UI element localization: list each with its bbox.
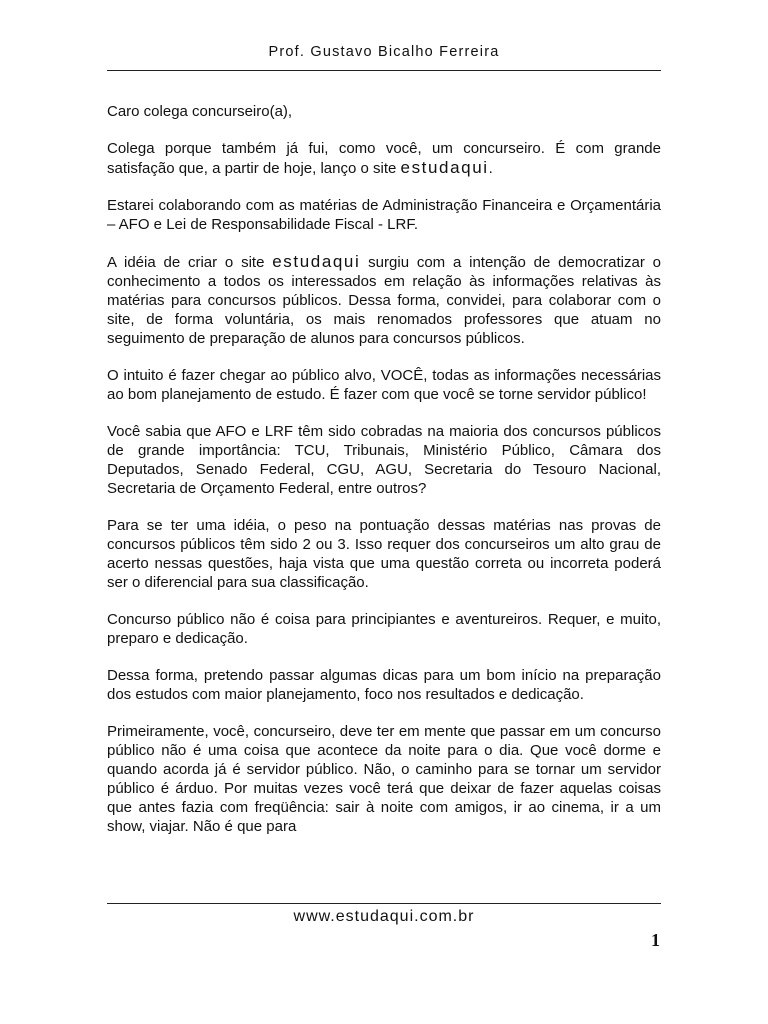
- paragraph-intro-text: Colega porque também já fui, como você, um concurseiro. É com grande satisfação que, a partir de hoje, lanço o site: [107, 140, 661, 177]
- paragraph-afo-lrf: Você sabia que AFO e LRF têm sido cobradas na maioria dos concursos públicos de grande importância: TCU, Tribunais, Ministério Público, Câmara dos Deputados, Senado Federal, CGU, AGU, Secretaria do Tesouro Nacional, Secretaria de Orçamento Federal, entre outros?: [107, 423, 661, 497]
- page-number: 1: [651, 930, 660, 950]
- paragraph-site-idea-start: A idéia de criar o site: [107, 254, 273, 271]
- paragraph-weight: Para se ter uma idéia, o peso na pontuação dessas matérias nas provas de concursos públicos têm sido 2 ou 3. Isso requer dos concurseiros um alto grau de acerto nessas questões, haja vista que uma questão correta ou incorreta poderá ser o diferencial para sua classificação.: [107, 517, 661, 591]
- paragraph-site-idea: [107, 252, 661, 348]
- paragraph-intro-end: .: [488, 160, 493, 177]
- footer-divider: [107, 903, 661, 904]
- paragraph-goal: O intuito é fazer chegar ao público alvo, VOCÊ, todas as informações necessárias ao bom planejamento de estudo. É fazer com que você se torne servidor público!: [107, 367, 661, 403]
- document-body: [107, 102, 661, 836]
- site-name: estudaqui: [272, 252, 361, 271]
- site-name: estudaqui: [400, 158, 489, 177]
- paragraph-tips: Dessa forma, pretendo passar algumas dicas para um bom início na preparação dos estudos com maior planejamento, foco nos resultados e dedicação.: [107, 667, 661, 703]
- footer-website-link[interactable]: www.estudaqui.com.br: [293, 908, 475, 925]
- greeting-paragraph: Caro colega concurseiro(a),: [107, 103, 293, 120]
- paragraph-site-idea-rest: surgiu com a intenção de democratizar o conhecimento a todos os interessados em relação às informações relativas às matérias para concursos públicos. Dessa forma, convidei, para colaborar com o site, de forma voluntária, os mais renomados professores que atuam no seguimento de preparação de alunos para concursos públicos.: [107, 254, 661, 347]
- header-divider: [107, 70, 661, 71]
- paragraph-dedication: Concurso público não é coisa para principiantes e aventureiros. Requer, e muito, preparo e dedicação.: [107, 611, 661, 647]
- paragraph-subjects: Estarei colaborando com as matérias de Administração Financeira e Orçamentária – AFO e Lei de Responsabilidade Fiscal - LRF.: [107, 197, 661, 233]
- paragraph-first-tip: Primeiramente, você, concurseiro, deve ter em mente que passar em um concurso público não é uma coisa que acontece da noite para o dia. Que você dorme e quando acorda já é servidor público. Não, o caminho para se tornar um servidor público é árduo. Por muitas vezes você terá que deixar de fazer aquelas coisas que antes fazia com freqüência: sair à noite com amigos, ir ao cinema, ir a um show, viajar. Não é que para: [107, 723, 661, 835]
- page-header-author: Prof. Gustavo Bicalho Ferreira: [268, 44, 500, 60]
- paragraph-intro: [107, 139, 661, 178]
